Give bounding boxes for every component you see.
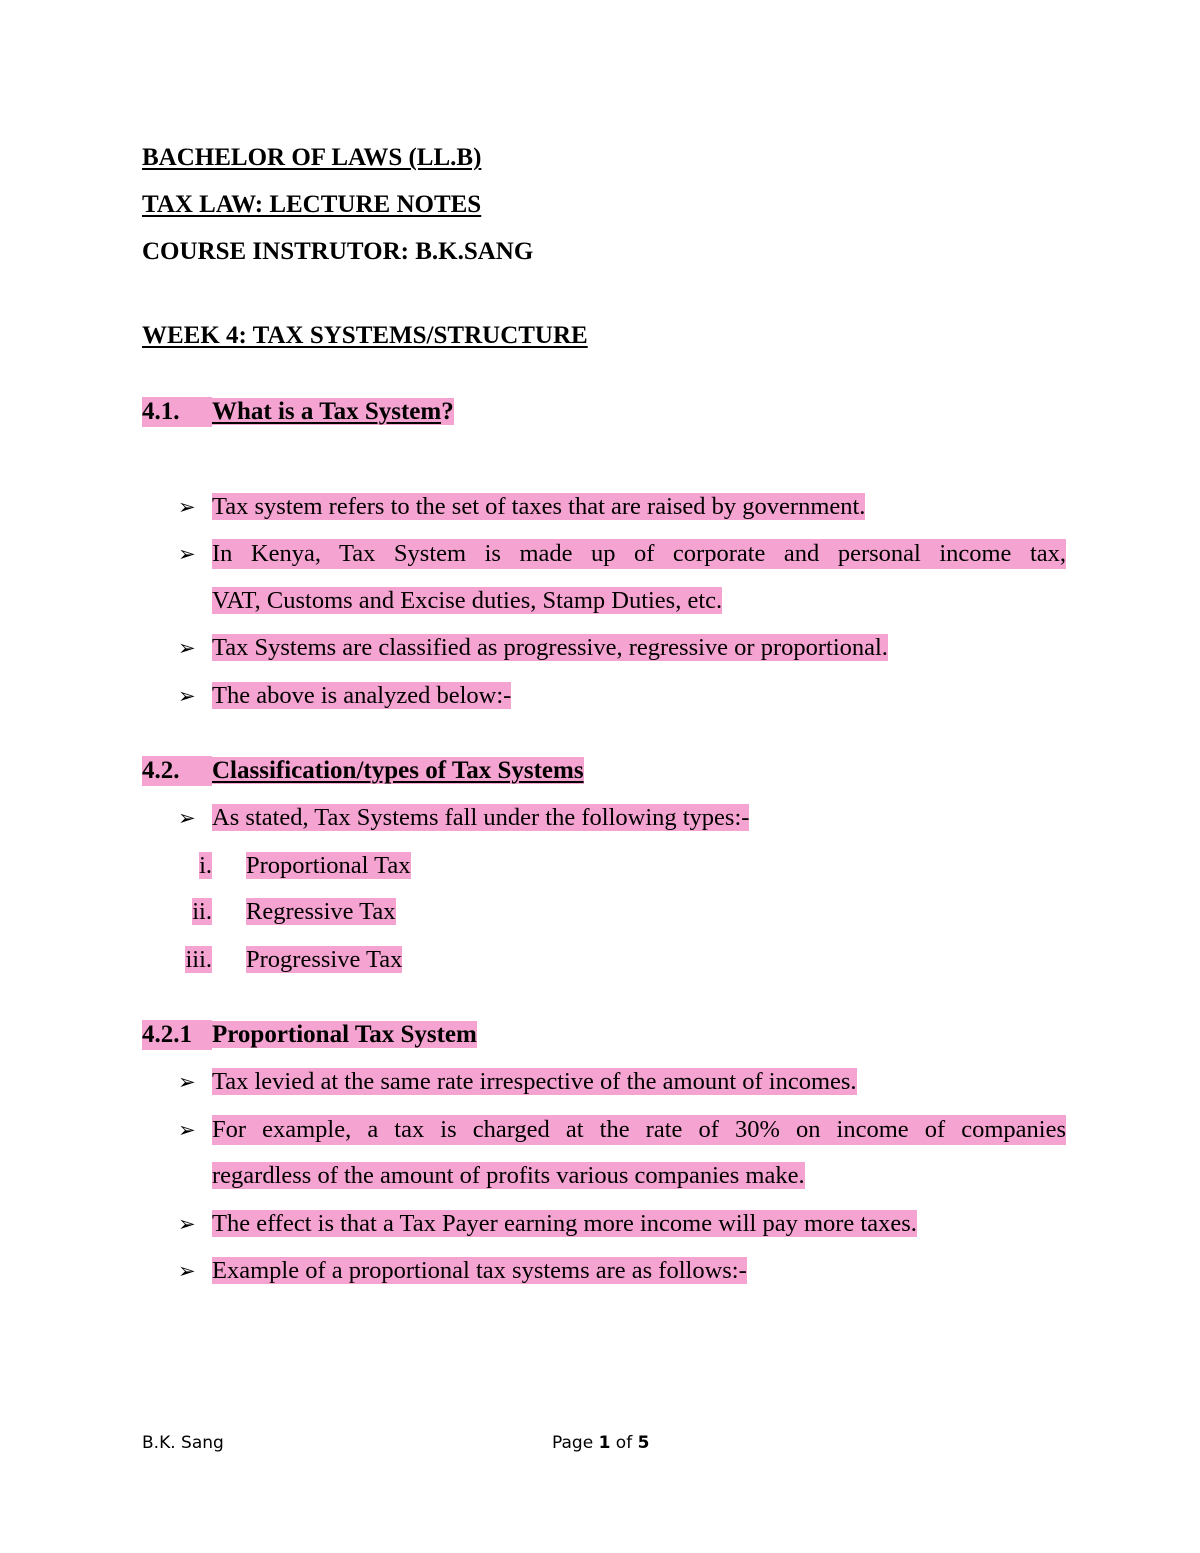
section-number: 4.2. bbox=[142, 756, 212, 786]
bullet-item bbox=[178, 681, 511, 711]
numeral-text: i. bbox=[199, 852, 212, 879]
list-numeral bbox=[142, 851, 246, 881]
arrow-bullet-icon: ➢ bbox=[178, 1070, 196, 1094]
arrow-bullet-icon: ➢ bbox=[178, 1259, 196, 1283]
bullet-text: Tax Systems are classified as progressive, regressive or proportional. bbox=[212, 634, 888, 661]
bullet-text: Tax system refers to the set of taxes that are raised by government. bbox=[212, 493, 866, 520]
page-prefix: Page bbox=[552, 1433, 599, 1453]
section-heading-4-1 bbox=[142, 397, 454, 427]
section-title: What is a Tax System bbox=[212, 398, 442, 425]
section-title-mark: ? bbox=[441, 398, 454, 425]
arrow-bullet-icon: ➢ bbox=[178, 806, 196, 830]
bullet-item bbox=[178, 1209, 917, 1239]
bullet-text: The above is analyzed below:- bbox=[212, 682, 512, 709]
week-title: WEEK 4: TAX SYSTEMS/STRUCTURE bbox=[142, 322, 588, 349]
page-current: 1 bbox=[598, 1433, 611, 1453]
list-numeral bbox=[142, 897, 246, 927]
bullet-item bbox=[178, 633, 888, 663]
arrow-bullet-icon: ➢ bbox=[178, 1118, 196, 1142]
section-number: 4.1. bbox=[142, 397, 212, 427]
page-total: 5 bbox=[637, 1433, 650, 1453]
bullet-item bbox=[178, 803, 749, 833]
footer-author: B.K. Sang bbox=[142, 1433, 224, 1453]
bullet-item bbox=[178, 539, 1066, 569]
page-of: of bbox=[610, 1433, 638, 1453]
arrow-bullet-icon: ➢ bbox=[178, 495, 196, 519]
arrow-bullet-icon: ➢ bbox=[178, 636, 196, 660]
list-text: Progressive Tax bbox=[246, 946, 403, 973]
bullet-text: Example of a proportional tax systems are as follows:- bbox=[212, 1257, 747, 1284]
list-numeral bbox=[142, 945, 246, 975]
notes-title: TAX LAW: LECTURE NOTES bbox=[142, 191, 482, 218]
arrow-bullet-icon: ➢ bbox=[178, 542, 196, 566]
bullet-text: For example, a tax is charged at the rate of 30% on income of companies bbox=[212, 1116, 1066, 1143]
section-title: Proportional Tax System bbox=[212, 1021, 477, 1048]
bullet-text: As stated, Tax Systems fall under the following types:- bbox=[212, 804, 750, 831]
bullet-text: regardless of the amount of profits various companies make. bbox=[212, 1162, 805, 1189]
bullet-item bbox=[178, 1067, 857, 1097]
arrow-bullet-icon: ➢ bbox=[178, 684, 196, 708]
bullet-text: In Kenya, Tax System is made up of corporate and personal income tax, bbox=[212, 540, 1066, 567]
bullet-item bbox=[178, 492, 865, 522]
bullet-text: The effect is that a Tax Payer earning more income will pay more taxes. bbox=[212, 1210, 917, 1237]
numeral-text: ii. bbox=[192, 898, 212, 925]
section-heading-4-2 bbox=[142, 756, 584, 786]
bullet-continuation bbox=[212, 1161, 805, 1191]
bullet-continuation bbox=[212, 586, 722, 616]
numeral-text: iii. bbox=[185, 946, 212, 973]
section-title: Classification/types of Tax Systems bbox=[212, 757, 584, 784]
section-number: 4.2.1 bbox=[142, 1020, 212, 1050]
instructor-line: COURSE INSTRUTOR: B.K.SANG bbox=[142, 238, 534, 265]
course-title: BACHELOR OF LAWS (LL.B) bbox=[142, 144, 482, 171]
section-heading-4-2-1 bbox=[142, 1020, 477, 1050]
footer-page-number bbox=[552, 1432, 649, 1454]
list-item bbox=[142, 897, 396, 927]
bullet-item bbox=[178, 1256, 747, 1286]
list-item bbox=[142, 945, 402, 975]
bullet-text: VAT, Customs and Excise duties, Stamp Duties, etc. bbox=[212, 587, 723, 614]
list-item bbox=[142, 851, 411, 881]
list-text: Regressive Tax bbox=[246, 898, 396, 925]
arrow-bullet-icon: ➢ bbox=[178, 1212, 196, 1236]
list-text: Proportional Tax bbox=[246, 852, 411, 879]
bullet-item bbox=[178, 1115, 1066, 1145]
bullet-text: Tax levied at the same rate irrespective of the amount of incomes. bbox=[212, 1068, 857, 1095]
